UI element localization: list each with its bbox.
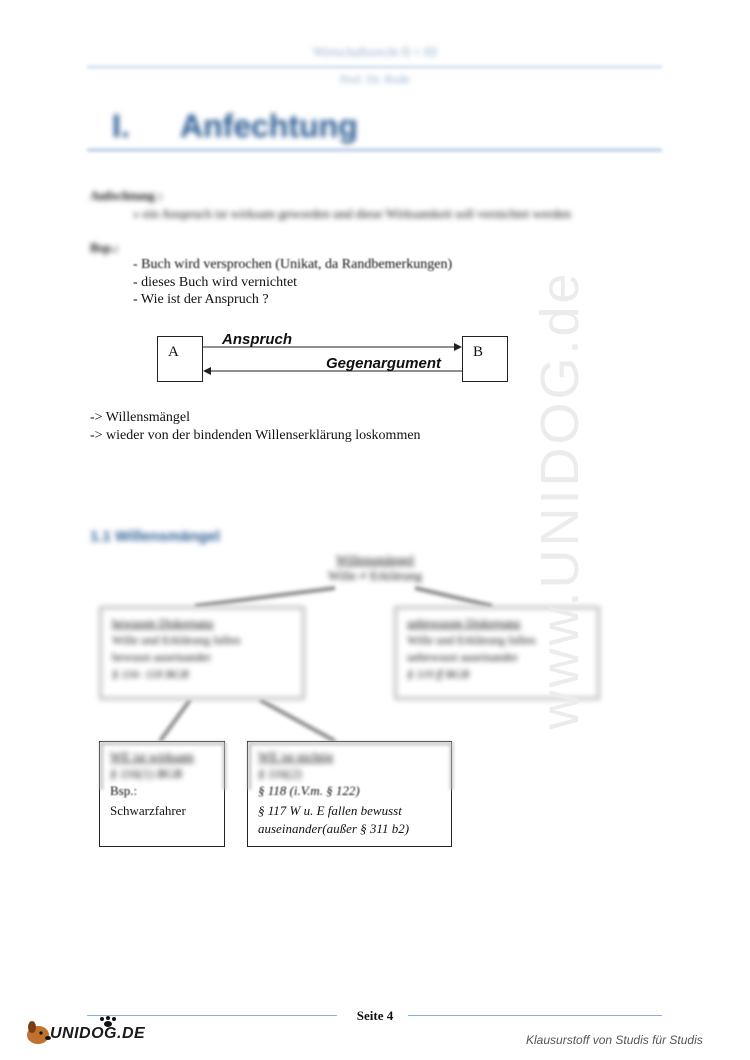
bewusst-title: bewusste Diskrepanz bbox=[112, 616, 214, 630]
nichtig-line-2: auseinander(außer § 311 b2) bbox=[258, 821, 410, 836]
party-b-label: B bbox=[473, 344, 484, 360]
wirksam-line-1: Bsp.: bbox=[110, 783, 138, 798]
arrow-label-anspruch: Anspruch bbox=[222, 331, 293, 348]
nichtig-ref-2: § 118 (i.V.m. § 122) bbox=[258, 783, 360, 798]
chapter-title: Anfechtung bbox=[180, 108, 358, 144]
wirksam-title: WE ist wirksam bbox=[110, 749, 194, 764]
wirksam-ref: § 116(1) BGB bbox=[110, 766, 182, 781]
example-label: Bsp.: bbox=[90, 240, 119, 255]
paw-icon bbox=[100, 1017, 104, 1021]
logo-text: UNIDOG.DE bbox=[50, 1025, 146, 1042]
definition-text: » ein Anspruch ist wirksam geworden und diese Wirksamkeit soll vernichtet werden bbox=[133, 206, 571, 221]
header-professor: Prof. Dr. Rode bbox=[340, 72, 410, 86]
box-we-wirksam bbox=[99, 741, 225, 847]
connector-nichtig bbox=[260, 700, 335, 741]
unbewusst-line-2: unbewusst auseinander bbox=[407, 650, 518, 664]
chapter-number: I. bbox=[112, 108, 130, 144]
nichtig-ref-1: § 116(2) bbox=[258, 766, 302, 781]
arrow-label-gegenargument: Gegenargument bbox=[326, 355, 442, 372]
wirksam-line-2: Schwarzfahrer bbox=[110, 803, 186, 818]
unbewusst-title: unbewusste Diskrepanz bbox=[407, 616, 521, 630]
example-line-3: - Wie ist der Anspruch ? bbox=[133, 292, 269, 307]
footer-page-number: Seite 4 bbox=[356, 1008, 394, 1023]
party-a-label: A bbox=[168, 344, 179, 360]
bewusst-ref: § 116- 118 BGB bbox=[112, 667, 189, 681]
bewusst-line-2: bewusst auseinander bbox=[112, 650, 211, 664]
tree-root-subtitle: Wille ≠ Erklärung bbox=[328, 568, 422, 583]
footer-claim: Klausurstoff von Studis für Studis bbox=[526, 1033, 703, 1047]
header-course: Wirtschaftsrecht II + III bbox=[312, 44, 438, 59]
nichtig-title: WE ist nichtig bbox=[258, 749, 334, 764]
definition-label: Anfechtung : bbox=[90, 188, 163, 203]
example-line-1: - Buch wird versprochen (Unikat, da Randbemerkungen) bbox=[133, 257, 453, 272]
watermark: www.UNIDOG.de bbox=[530, 270, 590, 730]
connector-bewusst bbox=[195, 588, 335, 606]
bewusst-line-1: Wille und Erklärung fallen bbox=[112, 633, 241, 647]
unbewusst-line-1: Wille und Erklärung fallen bbox=[407, 633, 536, 647]
section-title: 1.1 Willensmängel bbox=[90, 528, 220, 545]
connector-wirksam bbox=[160, 700, 190, 741]
nichtig-line-1: § 117 W u. E fallen bewusst bbox=[258, 803, 402, 818]
connector-unbewusst bbox=[415, 588, 492, 606]
example-line-2: - dieses Buch wird vernichtet bbox=[133, 275, 298, 290]
tree-root-title: Willensmängel bbox=[335, 552, 415, 567]
note-line-1: -> Willensmängel bbox=[90, 410, 190, 425]
box-we-nichtig bbox=[247, 741, 452, 847]
note-line-2: -> wieder von der bindenden Willenserklärung loskommen bbox=[90, 428, 421, 443]
box-bewusste-diskrepanz bbox=[99, 606, 305, 700]
unbewusst-ref: § 119 ff BGB bbox=[407, 667, 470, 681]
